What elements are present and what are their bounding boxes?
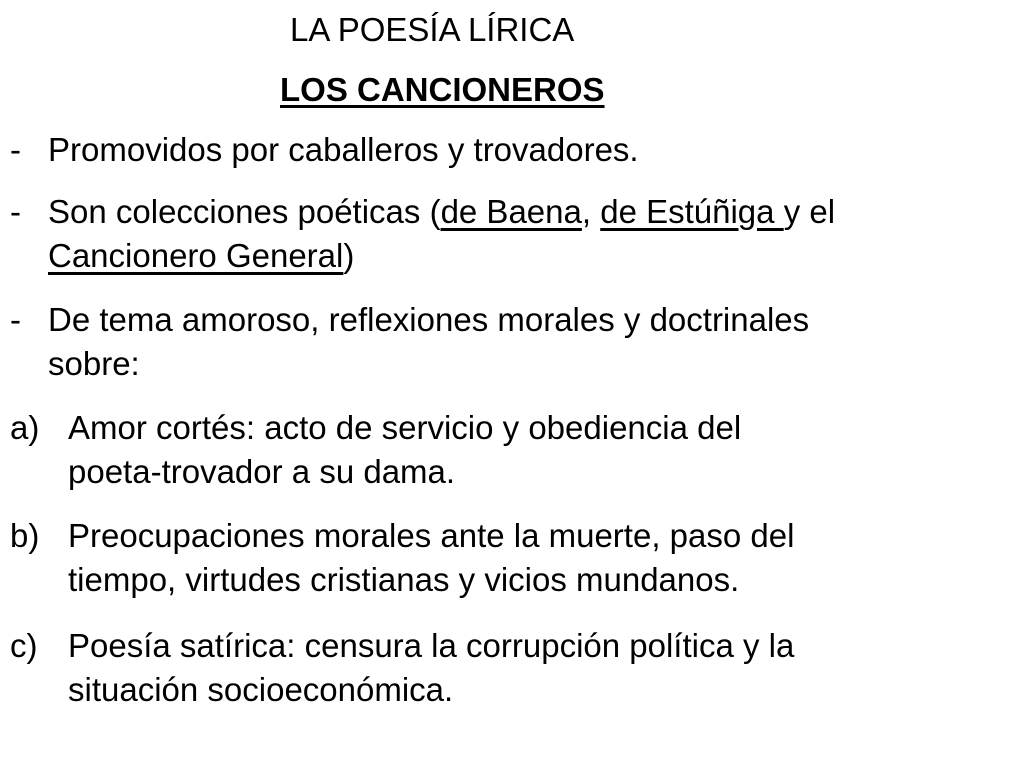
list-line: poeta-trovador a su dama. bbox=[68, 453, 456, 490]
list-marker: b) bbox=[10, 517, 40, 554]
list-line: tiempo, virtudes cristianas y vicios mundanos. bbox=[68, 561, 740, 598]
slide-title: LA POESÍA LÍRICA bbox=[290, 11, 575, 48]
list-item-a bbox=[10, 406, 1015, 494]
underlined-term-cancionero-general: Cancionero General bbox=[48, 237, 344, 274]
list-line: Poesía satírica: censura la corrupción política y la bbox=[68, 627, 795, 664]
underlined-term-estuniga: de Estúñiga bbox=[600, 193, 784, 230]
bullet-marker: - bbox=[10, 301, 21, 338]
bullet-line: De tema amoroso, reflexiones morales y doctrinales bbox=[48, 301, 810, 338]
bullet-item-colecciones bbox=[10, 190, 1015, 278]
bullet-item-tema bbox=[10, 298, 1015, 386]
slide-subtitle: LOS CANCIONEROS bbox=[280, 71, 605, 108]
bullet-marker: - bbox=[10, 131, 21, 168]
list-item-c bbox=[10, 624, 1015, 712]
underlined-term-baena: de Baena bbox=[440, 193, 582, 230]
list-item-b bbox=[10, 514, 1015, 602]
list-line: Amor cortés: acto de servicio y obediencia del bbox=[68, 409, 742, 446]
bullet-marker: - bbox=[10, 193, 21, 230]
bullet-line: sobre: bbox=[48, 345, 140, 382]
text-fragment: ) bbox=[343, 237, 355, 274]
bullet-text: Promovidos por caballeros y trovadores. bbox=[48, 131, 639, 168]
list-marker: a) bbox=[10, 409, 40, 446]
text-fragment: , bbox=[581, 193, 601, 230]
list-line: Preocupaciones morales ante la muerte, paso del bbox=[68, 517, 795, 554]
text-fragment: Son colecciones poéticas ( bbox=[48, 193, 441, 230]
bullet-item-promovidos bbox=[10, 128, 1015, 172]
list-marker: c) bbox=[10, 627, 38, 664]
bullet-line bbox=[48, 190, 1015, 234]
list-line: situación socioeconómica. bbox=[68, 671, 454, 708]
text-fragment: y el bbox=[783, 193, 836, 230]
bullet-line bbox=[48, 234, 1015, 278]
